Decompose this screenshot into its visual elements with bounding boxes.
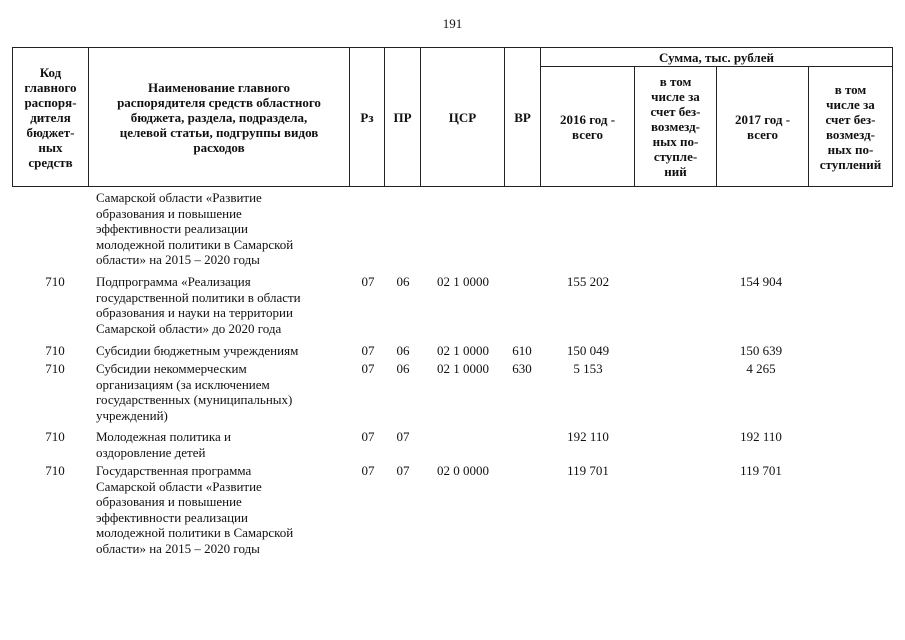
row-name-line: Самарской области «Развитие — [96, 478, 262, 494]
header-line: распорядителя средств областного — [117, 94, 321, 110]
row-pr: 06 — [396, 343, 410, 358]
row-name-line: Субсидии бюджетным учреждениям — [96, 343, 299, 358]
row-code: 710 — [45, 429, 65, 444]
header-code — [13, 48, 88, 186]
row-name-line: организациям (за исключением — [96, 376, 270, 392]
header-2016-free — [635, 67, 716, 186]
header-line: ступлений — [819, 156, 882, 172]
header-csr: ЦСР — [448, 109, 477, 125]
header-line: всего — [747, 126, 778, 142]
header-line: распоря- — [24, 94, 77, 110]
row-name-line: образования и науки на территории — [96, 305, 293, 320]
header-rz: Рз — [360, 109, 374, 125]
row-pr: 06 — [396, 361, 410, 376]
page-number: 191 — [442, 16, 463, 31]
header-line: возмезд- — [651, 119, 700, 134]
row-sum-2017: 154 904 — [739, 274, 783, 289]
row-sum-2016: 192 110 — [567, 429, 609, 444]
row-vr: 610 — [512, 343, 532, 358]
row-sum-2017: 150 639 — [739, 343, 783, 358]
header-line: Наименование главного — [147, 79, 291, 95]
row-name-line: Государственная программа — [96, 463, 252, 478]
header-line: возмезд- — [825, 126, 875, 142]
header-line: ных по- — [652, 134, 699, 149]
row-name-line: области» на 2015 – 2020 годы — [96, 252, 260, 267]
row-sum-2017: 192 110 — [740, 429, 782, 444]
header-line: дителя — [30, 109, 71, 125]
row-csr: 02 1 0000 — [437, 361, 489, 376]
row-name — [96, 463, 348, 556]
row-name — [96, 274, 348, 336]
row-rz: 07 — [361, 343, 375, 358]
row-sum-2016: 150 049 — [566, 343, 610, 358]
row-name — [96, 361, 348, 423]
row-sum-2017: 4 265 — [746, 361, 776, 376]
row-name — [96, 190, 348, 268]
row-name-line: Молодежная политика и — [96, 429, 231, 444]
header-line: расходов — [193, 139, 245, 155]
row-name-line: образования и повышение — [96, 494, 242, 509]
row-pr: 07 — [396, 429, 410, 444]
header-line: ступле- — [653, 149, 698, 164]
row-rz: 07 — [361, 429, 375, 444]
row-name-line: государственных (муниципальных) — [96, 392, 293, 407]
row-name — [96, 343, 348, 359]
header-name — [89, 48, 349, 186]
row-pr: 06 — [396, 274, 410, 289]
header-line: ных по- — [827, 141, 874, 157]
row-sum-2016: 119 701 — [567, 463, 609, 478]
header-line: бюджет- — [26, 124, 75, 140]
header-line: ных — [38, 139, 63, 155]
row-csr: 02 0 0000 — [437, 463, 489, 478]
row-name-line: оздоровление детей — [96, 444, 206, 460]
header-line: числе за — [651, 89, 700, 104]
row-code: 710 — [45, 463, 65, 478]
row-csr: 02 1 0000 — [437, 343, 489, 358]
row-rz: 07 — [361, 361, 375, 376]
row-name-line: эффективности реализации — [96, 509, 248, 525]
header-line: всего — [572, 126, 603, 142]
row-csr: 02 1 0000 — [437, 274, 489, 289]
row-sum-2016: 155 202 — [566, 274, 610, 289]
header-line: счет без- — [650, 104, 701, 119]
header-line: целевой статьи, подгруппы видов — [119, 124, 319, 140]
row-name-line: учреждений) — [96, 407, 168, 423]
header-2016-total — [541, 67, 634, 186]
header-line: в том — [834, 81, 867, 97]
row-name-line: Субсидии некоммерческим — [96, 361, 247, 376]
row-name-line: молодежной политики в Самарской — [96, 525, 294, 540]
row-name — [96, 429, 348, 460]
header-sum-title: Сумма, тыс. рублей — [659, 49, 774, 65]
header-line: 2016 год - — [559, 111, 616, 127]
row-name-line: Самарской области «Развитие — [96, 190, 262, 205]
row-sum-2016: 5 153 — [573, 361, 603, 376]
row-name-line: молодежной политики в Самарской — [96, 236, 294, 252]
row-name-line: Самарской области» до 2020 года — [96, 320, 282, 336]
row-name-line: эффективности реализации — [96, 221, 248, 236]
row-name-line: образования и повышение — [96, 205, 242, 221]
header-2017-total — [717, 67, 808, 186]
header-line: в том — [659, 74, 692, 89]
row-rz: 07 — [361, 463, 375, 478]
header-2017-free — [809, 67, 892, 186]
header-line: числе за — [826, 96, 875, 112]
header-line: средств — [28, 154, 73, 170]
header-line: счет без- — [825, 111, 876, 127]
header-line: ний — [664, 164, 687, 179]
row-code: 710 — [45, 361, 65, 376]
header-line: Код — [39, 64, 62, 80]
header-pr: ПР — [393, 109, 412, 125]
row-name-line: государственной политики в области — [96, 289, 301, 305]
row-name-line: области» на 2015 – 2020 годы — [96, 540, 260, 556]
row-name-line: Подпрограмма «Реализация — [96, 274, 251, 289]
row-code: 710 — [45, 274, 65, 289]
row-sum-2017: 119 701 — [740, 463, 782, 478]
header-line: 2017 год - — [734, 111, 791, 127]
row-rz: 07 — [361, 274, 375, 289]
header-vr: ВР — [514, 109, 531, 125]
row-vr: 630 — [512, 361, 532, 376]
header-line: бюджета, раздела, подраздела, — [130, 109, 308, 125]
row-code: 710 — [45, 343, 65, 358]
header-line: главного — [24, 79, 77, 95]
row-pr: 07 — [396, 463, 410, 478]
